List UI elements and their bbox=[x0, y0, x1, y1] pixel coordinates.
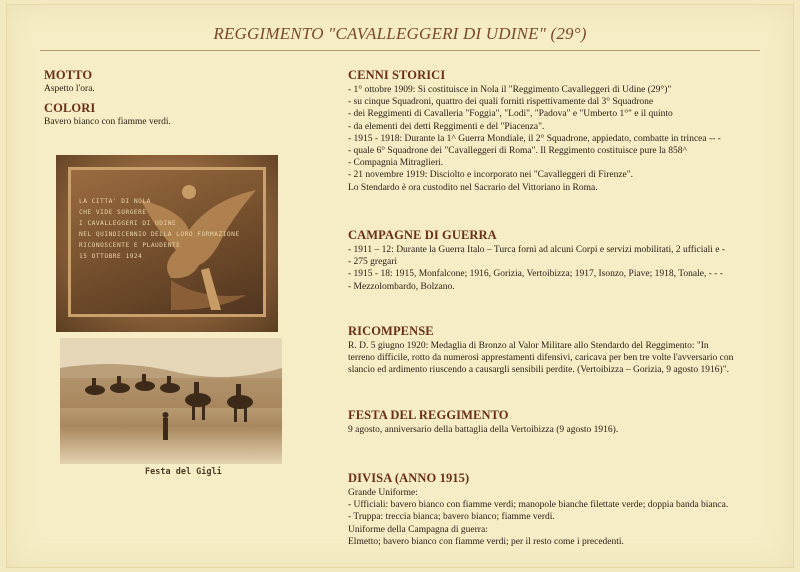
cenni-line: Lo Stendardo è ora custodito nel Sacrario del Vittoriano in Roma. bbox=[348, 182, 598, 193]
campagne-line: - Mezzolombardo, Bolzano. bbox=[348, 281, 455, 292]
title-divider bbox=[40, 50, 760, 51]
motto-heading: MOTTO bbox=[44, 68, 93, 82]
cavalry-riders-icon bbox=[60, 338, 282, 464]
plaque-line: I CAVALLEGGERI DI UDINE bbox=[79, 220, 177, 227]
cenni-line: - su cinque Squadroni, quattro dei quali forniti rispettivamente dal 3° Squadrone bbox=[348, 97, 654, 108]
divisa-heading: DIVISA (ANNO 1915) bbox=[348, 471, 470, 485]
plaque-line: RICONOSCENTE E PLAUDENTE bbox=[79, 242, 181, 249]
memorial-plaque bbox=[68, 167, 266, 317]
cenni-line: - 1915 - 1918: Durante la 1^ Guerra Mondiale, il 2° Squadrone, appiedato, combatte in trincea -- - bbox=[348, 133, 721, 144]
divisa-line: - Ufficiali: bavero bianco con fiamme verdi; manopole bianche filettate verde; doppia banda bianca. bbox=[348, 500, 729, 511]
ricompense-line: terreno difficile, rotto da numerosi apprestamenti difensivi, caricava per ben tre volte l'avversario con bbox=[348, 353, 734, 364]
plaque-photo bbox=[56, 155, 278, 332]
festa-heading: FESTA DEL REGGIMENTO bbox=[348, 408, 509, 422]
cenni-section bbox=[348, 68, 768, 194]
ricompense-line: R. D. 5 giugno 1920: Medaglia di Bronzo al Valor Militare allo Stendardo del Reggimento: "In bbox=[348, 341, 709, 351]
ricompense-heading: RICOMPENSE bbox=[348, 324, 434, 338]
cenni-line: - dei Reggimenti di Cavalleria "Foggia", "Lodi", "Padova" e "Umberto 1°" e il quinto bbox=[348, 109, 673, 120]
cenni-heading: CENNI STORICI bbox=[348, 68, 446, 82]
plaque-line: CHE VIDE SORGERE bbox=[79, 209, 147, 216]
cenni-line: - da elementi dei detti Reggimenti e del "Piacenza". bbox=[348, 121, 545, 132]
plaque-line: NEL QUINDICENNIO DELLA LORO FORMAZIONE bbox=[79, 231, 240, 238]
campagne-section bbox=[348, 228, 768, 293]
ricompense-line: slancio ed ardimento riuscendo a causargli sensibili perdite. (Vertoibizza – Gorizia, 9 agosto 1916)". bbox=[348, 365, 729, 376]
plaque-line: 15 OTTOBRE 1924 bbox=[79, 253, 143, 260]
cenni-line: - Compagnia Mitraglieri. bbox=[348, 158, 444, 169]
festa-text: 9 agosto, anniversario della battaglia della Vertoibizza (9 agosto 1916). bbox=[348, 425, 619, 435]
colori-text: Bavero bianco con fiamme verdi. bbox=[44, 117, 171, 127]
left-column bbox=[44, 68, 284, 128]
divisa-line: Grande Uniforme: bbox=[348, 488, 418, 498]
page-title: REGGIMENTO "CAVALLEGGERI DI UDINE" (29°) bbox=[213, 24, 587, 43]
campagne-line: - 1911 – 12: Durante la Guerra Italo – Turca fornì ad alcuni Corpi e servizi mobilitati, 2 ufficiali e - bbox=[348, 245, 725, 255]
cavalry-photo bbox=[60, 338, 282, 464]
divisa-line: - Truppa: treccia bianca; bavero bianco; fiamme verdi. bbox=[348, 512, 555, 523]
campagne-heading: CAMPAGNE DI GUERRA bbox=[348, 228, 497, 242]
cenni-line: - 21 novembre 1919: Disciolto e incorporato nei "Cavalleggeri di Firenze". bbox=[348, 170, 634, 181]
festa-section bbox=[348, 408, 768, 436]
photo-caption: Festa del Gigli bbox=[145, 467, 222, 477]
divisa-line: Uniforme della Campagna di guerra: bbox=[348, 524, 488, 535]
plaque-line: LA CITTA' DI NOLA bbox=[79, 198, 151, 205]
cenni-line: - 1° ottobre 1909: Si costituisce in Nola il "Reggimento Cavalleggeri di Udine (29°)" bbox=[348, 85, 672, 95]
divisa-line: Elmetto; bavero bianco con fiamme verdi; per il resto come i precedenti. bbox=[348, 536, 624, 547]
campagne-line: - 1915 - 18: 1915, Monfalcone; 1916, Gorizia, Vertoibizza; 1917, Isonzo, Piave; 1918, Tonale, - - - bbox=[348, 269, 723, 280]
colori-heading: COLORI bbox=[44, 101, 96, 115]
motto-text: Aspetto l'ora. bbox=[44, 84, 95, 94]
cenni-line: - quale 6° Squadrone dei "Cavalleggeri di Roma". Il Reggimento costituisce pure la 858^ bbox=[348, 146, 687, 157]
divisa-section bbox=[348, 471, 768, 548]
ricompense-section bbox=[348, 324, 768, 377]
campagne-line: - 275 gregari bbox=[348, 257, 398, 268]
